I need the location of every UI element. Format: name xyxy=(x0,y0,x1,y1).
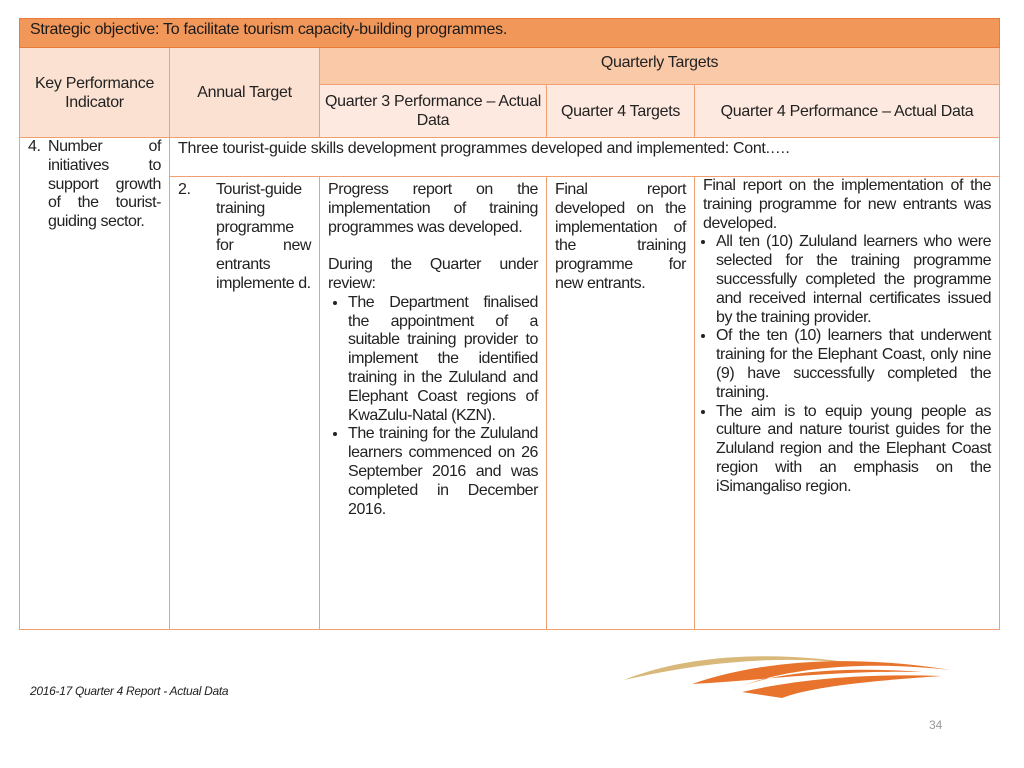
footer-note: 2016-17 Quarter 4 Report - Actual Data xyxy=(30,684,229,698)
q4-bullets xyxy=(703,233,991,496)
target-text: Tourist-guide training programme for new entrants implemente d. xyxy=(216,181,311,292)
list-item: • Of the ten (10) learners that underwent training for the Elephant Coast, only nine (9) have successfully completed the training. xyxy=(716,327,991,402)
kpi-cell xyxy=(20,138,170,630)
header-q4-targets: Quarter 4 Targets xyxy=(547,85,695,138)
list-item: • All ten (10) Zululand learners who were selected for the training programme successfully completed the programme and received internal certificates issued by the training provider. xyxy=(716,233,991,327)
q4-actual-cell xyxy=(695,177,1000,630)
strategic-objective: Strategic objective: To facilitate tourism capacity-building programmes. xyxy=(20,19,1000,48)
programme-title: Three tourist-guide skills development programmes developed and implemented: Cont.…. xyxy=(170,138,1000,177)
performance-table xyxy=(19,18,1000,630)
q3-progress-text: Progress report on the implementation of training programmes was developed. xyxy=(328,181,538,236)
header-annual-target: Annual Target xyxy=(170,48,320,138)
header-q3-actual: Quarter 3 Performance – Actual Data xyxy=(320,85,547,138)
kpi-text: Number of initiatives to support growth of the tourist-guiding sector. xyxy=(48,138,161,231)
list-item: • The aim is to equip young people as culture and nature tourist guides for the Zululand region and the Elephant Coast region with an emphasis on the iSimangaliso region. xyxy=(716,403,991,497)
annual-target-cell xyxy=(170,177,320,630)
target-number: 2. xyxy=(178,181,191,198)
page-number: 34 xyxy=(929,718,943,732)
list-item: • The training for the Zululand learners commenced on 26 September 2016 and was completed in December 2016. xyxy=(348,425,538,519)
list-item: • The Department finalised the appointment of a suitable training provider to implement the identified training in the Zululand and Elephant Coast regions of KwaZulu-Natal (KZN). xyxy=(348,294,538,426)
q4-report-text: Final report on the implementation of the training programme for new entrants was developed. xyxy=(703,177,992,232)
q3-review-text: During the Quarter under review: xyxy=(328,256,538,292)
kpi-number: 4. xyxy=(28,138,41,155)
swoosh-logo-icon xyxy=(622,650,952,700)
header-quarterly-targets: Quarterly Targets xyxy=(320,48,1000,85)
q4-target-cell: Final report developed on the implementation of the training programme for new entrants. xyxy=(547,177,695,630)
q3-actual-cell xyxy=(320,177,547,630)
header-kpi: Key Performance Indicator xyxy=(20,48,170,138)
header-q4-actual: Quarter 4 Performance – Actual Data xyxy=(695,85,1000,138)
q3-bullets xyxy=(328,294,538,520)
